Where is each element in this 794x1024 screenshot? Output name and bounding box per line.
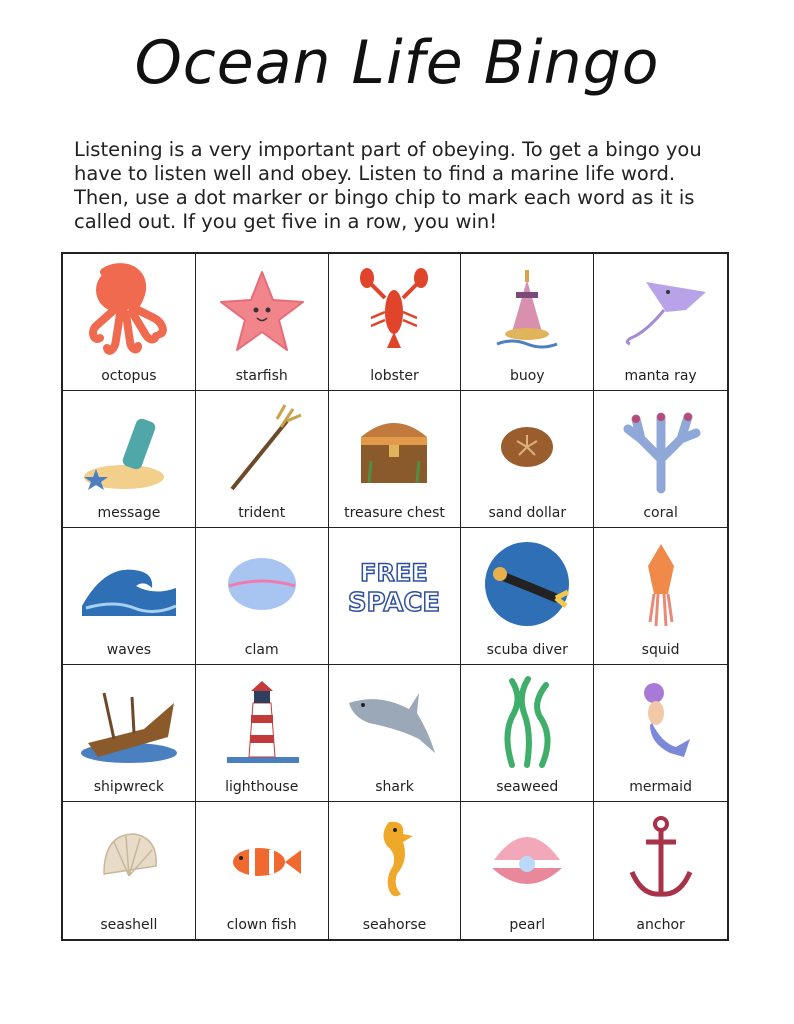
cell-label: anchor [636, 917, 685, 933]
bingo-cell-manta-ray[interactable] [594, 254, 727, 391]
cell-label: buoy [509, 368, 545, 384]
cell-label: seahorse [362, 917, 427, 933]
bingo-cell-mermaid[interactable] [594, 665, 727, 802]
bingo-cell-coral[interactable] [594, 391, 727, 528]
bingo-cell-seaweed[interactable] [461, 665, 594, 802]
squid-icon [606, 536, 716, 636]
cell-label: clown fish [226, 917, 297, 933]
cell-label: scuba diver [486, 642, 568, 658]
shipwreck-icon [74, 673, 184, 773]
cell-label: waves [106, 642, 152, 658]
free-text: FREE [360, 559, 429, 587]
cell-label: seaweed [496, 779, 559, 795]
bingo-cell-buoy[interactable] [461, 254, 594, 391]
cell-label: pearl [509, 917, 546, 933]
bingo-cell-waves[interactable] [63, 528, 196, 665]
cell-label: shipwreck [93, 779, 165, 795]
clown-fish-icon [207, 810, 317, 910]
cell-label: trident [238, 505, 286, 521]
cell-label: coral [643, 505, 678, 521]
cell-label: sand dollar [488, 505, 567, 521]
cell-label: octopus [101, 368, 157, 384]
manta-ray-icon [606, 262, 716, 362]
octopus-icon [74, 262, 184, 362]
cell-label: shark [375, 779, 414, 795]
bingo-cell-sand-dollar[interactable] [461, 391, 594, 528]
starfish-icon [207, 262, 317, 362]
bingo-cell-seahorse[interactable] [329, 802, 462, 939]
bingo-cell-squid[interactable] [594, 528, 727, 665]
cell-label: lighthouse [225, 779, 299, 795]
scuba-diver-icon [472, 536, 582, 636]
bingo-cell-scuba-diver[interactable] [461, 528, 594, 665]
cell-label: treasure chest [344, 505, 445, 521]
bingo-cell-shipwreck[interactable] [63, 665, 196, 802]
bingo-cell-anchor[interactable] [594, 802, 727, 939]
seashell-icon [74, 810, 184, 910]
seaweed-icon [472, 673, 582, 773]
lighthouse-icon [207, 673, 317, 773]
coral-icon [606, 399, 716, 499]
lobster-icon [339, 262, 449, 362]
treasure-chest-icon [339, 399, 449, 499]
cell-label: clam [244, 642, 279, 658]
shark-icon [339, 673, 449, 773]
pearl-icon [472, 810, 582, 910]
space-text: SPACE [348, 588, 441, 618]
buoy-icon [472, 262, 582, 362]
message-bottle-icon [74, 399, 184, 499]
bingo-cell-free-space[interactable] [329, 528, 462, 665]
cell-label: message [97, 505, 161, 521]
cell-label: squid [641, 642, 680, 658]
bingo-cell-octopus[interactable] [63, 254, 196, 391]
bingo-cell-treasure-chest[interactable] [329, 391, 462, 528]
cell-label: lobster [370, 368, 419, 384]
anchor-icon [606, 810, 716, 910]
cell-label: starfish [235, 368, 288, 384]
sand-dollar-icon [472, 399, 582, 499]
bingo-cell-starfish[interactable] [196, 254, 329, 391]
cell-label: mermaid [629, 779, 692, 795]
waves-icon [74, 536, 184, 636]
trident-icon [207, 399, 317, 499]
bingo-cell-seashell[interactable] [63, 802, 196, 939]
instructions-text: Listening is a very important part of obeying. To get a bingo you have to listen well and obey. Listen to find a marine life word. Then, use a dot marker or bingo chip to mark each word as it is called out. If you get five in a row, you win! [74, 138, 702, 233]
bingo-cell-lighthouse[interactable] [196, 665, 329, 802]
cell-label: manta ray [624, 368, 697, 384]
page-title: Ocean Life Bingo [134, 28, 660, 98]
bingo-cell-message[interactable] [63, 391, 196, 528]
bingo-cell-trident[interactable] [196, 391, 329, 528]
bingo-cell-lobster[interactable] [329, 254, 462, 391]
bingo-cell-clam[interactable] [196, 528, 329, 665]
bingo-grid [61, 252, 729, 941]
bingo-cell-pearl[interactable] [461, 802, 594, 939]
clam-icon [207, 536, 317, 636]
seahorse-icon [339, 810, 449, 910]
cell-label: seashell [100, 917, 158, 933]
bingo-cell-clown-fish[interactable] [196, 802, 329, 939]
bingo-cell-shark[interactable] [329, 665, 462, 802]
free-space-icon [339, 536, 449, 636]
mermaid-icon [606, 673, 716, 773]
